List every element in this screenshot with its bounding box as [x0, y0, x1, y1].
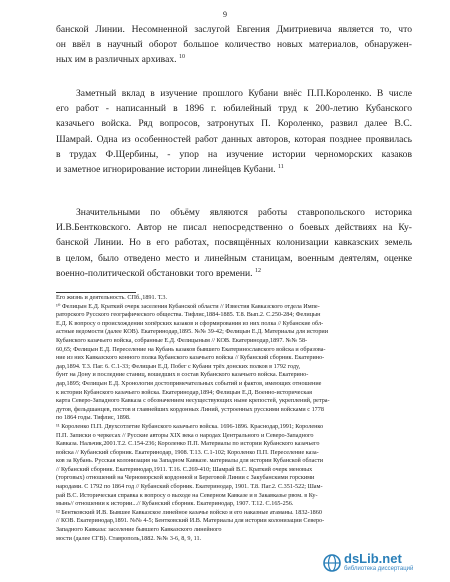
footnote-line: // Кубанский сборник. Екатеринодар,1911. Т.16. С.269-410; Шамрай В.С. Краткий очерк меновых — [56, 465, 313, 473]
footnote-line: П.П. Записки о черкесах // Русские авторы XIX века о народах Центрального и Северо-Западного — [56, 431, 314, 439]
globe-icon — [322, 553, 342, 573]
text-line: он ввёл в научный оборот большое количество новых материалов, обнаружен- — [56, 39, 412, 51]
footnotes — [56, 294, 412, 543]
footnote-ref[interactable]: 12 — [254, 267, 261, 274]
footnote-line: Кавказа. Нальчик,2001.Т.2. С.154-236; Короленко П.П. Материалы по истории Кубанского казачьего — [56, 440, 320, 448]
paragraph-3 — [56, 205, 412, 281]
paragraph-1 — [56, 22, 412, 68]
footnote-line: мынь// отношении к истории...// Кубанский сборник. Екатеринодар, 1907. Т.12. С.165-256. — [56, 500, 294, 508]
text-line: казачьего войска. Ряд вопросов, затронутых П. Короленко, развил далее В.С. — [56, 118, 412, 130]
footnote-line: дутов, фельдшанцев, постов и главнейших кордонных Линий, устроенных русскими войсками с 1778 — [56, 405, 324, 413]
footnote-line: карта Северо-Западного Кавказа с обозначением несуществующих ныне крепостей, укреплений, ретра- — [56, 397, 330, 405]
footnote-line: 60,65; Фелицын Е.Д. Переселение на Кубань казаков бывшего Екатеринославского войска и образова- — [56, 345, 326, 353]
footnote-line: мости (далее СГВ). Ставрополь,1882. №№ 3-6, 8, 9, 11. — [56, 534, 202, 542]
footnote-line: ¹² Бентковский И.В. Бывшее Кавказское линейное казачье войско и его наказные атаманы. 1832-1860 — [56, 508, 322, 516]
watermark-caption: библиотека диссертаций — [344, 566, 414, 572]
text-line: его работ - написанный в 1896 г. юбилейный труд к 200-летию Кубанского — [56, 103, 412, 115]
text-line: банской Линии. Но в его работах, посвящённых колонизации кавказских земель — [56, 237, 412, 249]
text-line: в трудах Ф.Щербины, - упор на изучение истории черноморских казаков — [56, 148, 412, 160]
footnote-ref[interactable]: 11 — [277, 163, 284, 170]
text-line: Заметный вклад в изучение прошлого Кубани внёс П.П.Короленко. В числе — [76, 88, 412, 99]
text-line: и заметное игнорирование истории линейцев Кубани. $^{11}$ — [56, 163, 284, 176]
paragraph-2 — [56, 86, 412, 177]
page-number: 9 — [223, 10, 227, 19]
footnote-line: Его жизнь и деятельность. СПб.,1891. Т.3. — [56, 294, 168, 301]
footnote-line: рай В.С. Историческая справка к вопросу о выходе на Северном Кавказе и в Закавказье рвом. в Ку- — [56, 491, 318, 499]
footnote-line: Западного Кавказа: заселение бывшего Кавказского линейного — [56, 526, 222, 534]
text-line: И.В.Бентковского. Автор не писал непосредственно о боевых действиях на Ку- — [56, 222, 412, 234]
footnote-line: // КОВ. Екатеринодар,1891. №№ 4-5; Бентковский И.В. Материалы для истории колонизации Северо- — [56, 517, 325, 525]
footnote-line: народами. С 1792 по 1864 год // Кубанский сборник. Екатеринодар, 1901. Т.8. Паг.2. С.351-522; Шам- — [56, 483, 323, 491]
watermark-site: dsLib.net — [344, 551, 402, 566]
text-line: банской Линии. Несомненной заслугой Евгения Дмитриевича является то, что — [56, 24, 412, 35]
footnote-line: дар,1894. Т.3. Паг. 6. С.1-33; Фелицын Е.Д. Побег с Кубани трёх донских полков в 1792 году, — [56, 362, 301, 370]
footnote-line: Е.Д. К вопросу о происхождении хопёрских казаков и сформирования из них полка // Кубанские обл- — [56, 319, 324, 327]
text-line: в целом, было отведено место и линейным станицам, военным деятелям, оценке — [56, 252, 412, 264]
footnote-line: бунт на Дону и последние станиц, вошедших в состав Кубанского казачьего войска. Екатерино- — [56, 371, 309, 379]
footnote-line: ¹¹ Короленко П.П. Двухсотлетие Кубанского казачьего войска. 1696-1896. Краснодар,1991; Короленко — [56, 422, 324, 430]
footnote-line: ков за Кубань. Русская колонизация на Западном Кавказе. материалы для истории Кубанской области — [56, 457, 324, 465]
footnote-line: астные ведомости (далее КОВ). Екатеринодар,1895. №№ 39-42; Фелицын Е.Д. Материалы для истории — [56, 328, 329, 336]
footnote-line: раторского Русского географического общества. Тифлис,1884-1885. Т.8. Вып.2. С.250-284; Фелицын — [56, 311, 321, 319]
text-line: ных им в различных архивах. $^{10}$ — [56, 54, 185, 66]
footnote-line: ние из них Кавказского конного полка Кубанского казачьего войска // Кубанский сборник. Екатерино- — [56, 354, 325, 362]
footnote-line: к истории Кубанского казачьего войска. Екатеринодар,1894; Фелицын Е.Д. Военно-историческая — [56, 388, 312, 396]
footnote-ref[interactable]: 10 — [178, 54, 185, 61]
footnote-line: по 1864 годы. Тифлис, 1898. — [56, 414, 131, 422]
footnote-divider — [56, 292, 136, 293]
footnote-line: ¹⁰ Фелицын Е.Д. Краткий очерк заселения Кубанской области // Известия Кавказского отдела Импе- — [56, 302, 320, 310]
footnote-line: войска // Кубанский сборник. Екатеринодар, 1908. Т.13. С.1-102; Короленко П.П. Переселение каза- — [56, 448, 319, 456]
footnote-line: (торговых) отношений на Черноморской кордонной и Береговой Линии с Закубанскими горскими — [56, 474, 315, 482]
footnote-line: Кубанского казачьего войска, собранные Е.Д. Фелицыным // КОВ. Екатеринодар,1897. №№ 58- — [56, 336, 308, 344]
text-line: Значительными по объёму являются работы ставропольского историка — [76, 207, 412, 218]
footnote-line: дар,1895; Фелицын Е.Д. Хронология достопримечательных событий и фактов, имеющих отношение — [56, 379, 322, 387]
watermark — [322, 550, 442, 576]
text-line: Шамрай. Одна из особенностей работ данных авторов, которая позднее проявилась — [56, 133, 412, 145]
text-line: военно-политической обстановки того времени. $^{12}$ — [56, 267, 261, 279]
